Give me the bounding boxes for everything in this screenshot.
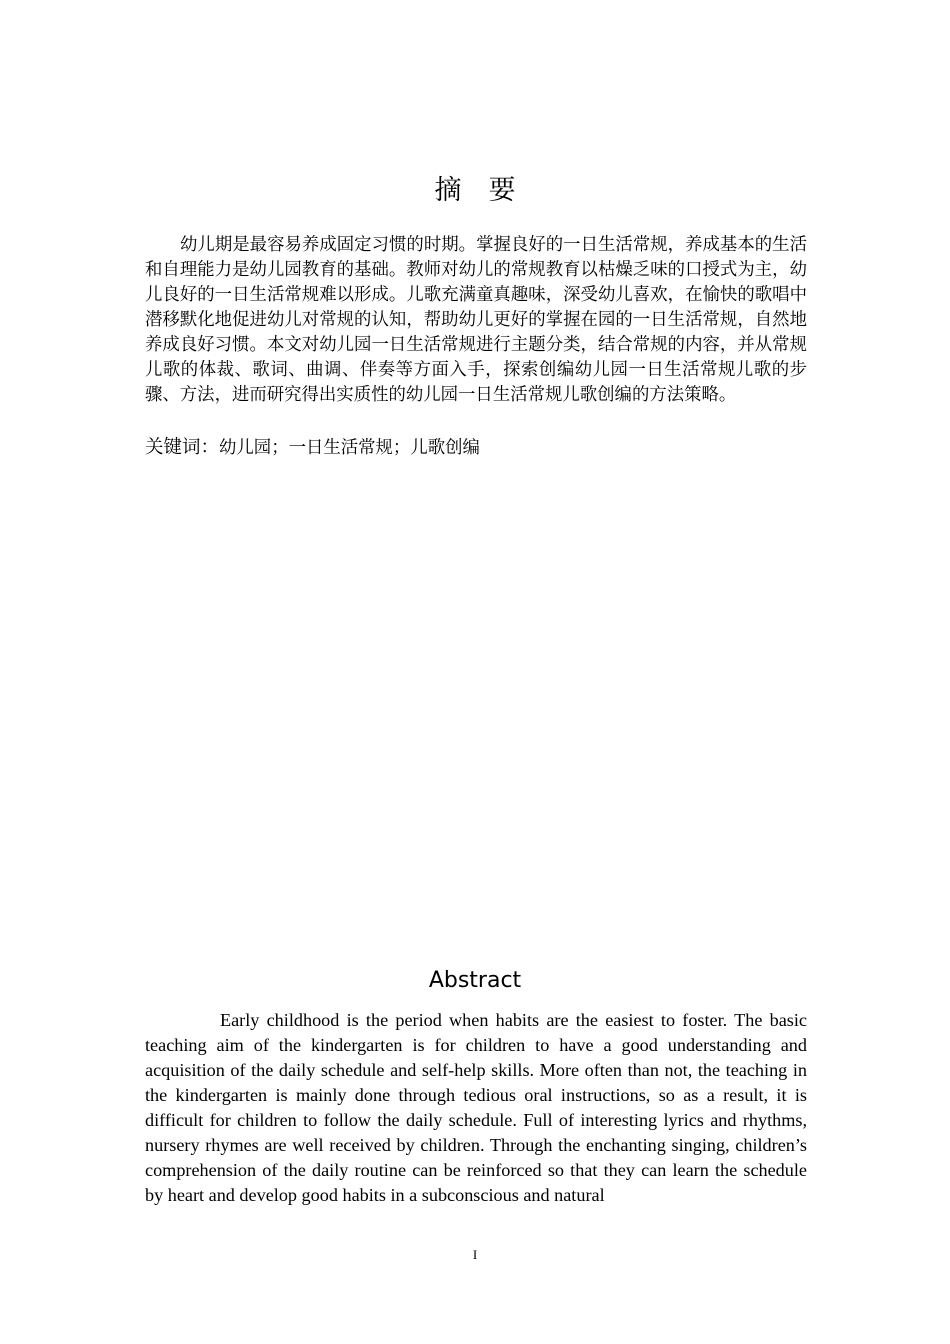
keywords-text: 幼儿园；一日生活常规；儿歌创编 — [219, 438, 480, 458]
english-abstract-body: Early childhood is the period when habits are the easiest to foster. The basic teaching aim of the kindergarten is for children to have a good understanding and acquisition of the daily schedule and self-help skills. More often than not, the teaching in the kindergarten is mainly done through tedious oral instructions, so as a result, it is difficult for children to follow the daily schedule. Full of interesting lyrics and rhythms, nursery rhymes are well received by children. Through the enchanting singing, children’s comprehension of the daily routine can be reinforced so that they can learn the schedule by heart and develop good habits in a subconscious and natural — [145, 1010, 807, 1205]
page-number: I — [472, 1247, 478, 1262]
chinese-abstract-body: 幼儿期是最容易养成固定习惯的时期。掌握良好的一日生活常规，养成基本的生活和自理能力是幼儿园教育的基础。教师对幼儿的常规教育以枯燥乏味的口授式为主，幼儿良好的一日生活常规难以形成。儿歌充满童真趣味，深受幼儿喜欢，在愉快的歌唱中潜移默化地促进幼儿对常规的认知，帮助幼儿更好的掌握在园的一日生活常规，自然地养成良好习惯。本文对幼儿园一日生活常规进行主题分类，结合常规的内容，并从常规儿歌的体裁、歌词、曲调、伴奏等方面入手，探索创编幼儿园一日生活常规儿歌的步骤、方法，进而研究得出实质性的幼儿园一日生活常规儿歌创编的方法策略。 — [145, 235, 807, 405]
keywords-label: 关键词： — [145, 437, 220, 458]
chinese-abstract-title: 摘 要 — [434, 175, 516, 206]
english-abstract-title: Abstract — [428, 968, 522, 993]
chinese-keywords — [145, 435, 480, 461]
